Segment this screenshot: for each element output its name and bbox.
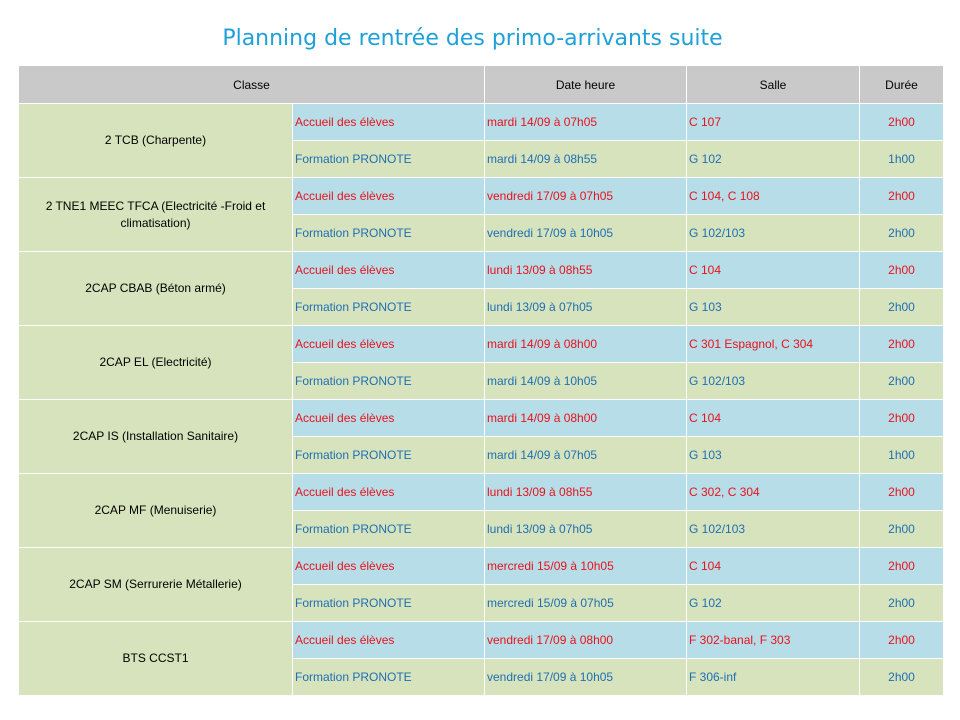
duration-cell: 2h00 (860, 585, 944, 622)
room-cell: C 302, C 304 (687, 474, 860, 511)
date-cell: mardi 14/09 à 07h05 (485, 104, 687, 141)
date-cell: vendredi 17/09 à 07h05 (485, 178, 687, 215)
date-cell: lundi 13/09 à 07h05 (485, 511, 687, 548)
duration-cell: 2h00 (860, 104, 944, 141)
date-cell: lundi 13/09 à 08h55 (485, 252, 687, 289)
activity-cell: Accueil des élèves (293, 474, 485, 511)
header-date: Date heure (485, 66, 687, 104)
class-name-cell: 2CAP CBAB (Béton armé) (19, 252, 293, 326)
room-cell: G 102/103 (687, 215, 860, 252)
room-cell: F 302-banal, F 303 (687, 622, 860, 659)
duration-cell: 2h00 (860, 548, 944, 585)
activity-cell: Formation PRONOTE (293, 289, 485, 326)
room-cell: G 102 (687, 141, 860, 178)
activity-cell: Accueil des élèves (293, 548, 485, 585)
date-cell: lundi 13/09 à 07h05 (485, 289, 687, 326)
duration-cell: 1h00 (860, 437, 944, 474)
activity-cell: Formation PRONOTE (293, 659, 485, 696)
class-name-cell: 2 TNE1 MEEC TFCA (Electricité -Froid et climatisation) (19, 178, 293, 252)
date-cell: mardi 14/09 à 08h00 (485, 326, 687, 363)
activity-cell: Accueil des élèves (293, 326, 485, 363)
table-row (19, 474, 944, 511)
activity-cell: Accueil des élèves (293, 104, 485, 141)
activity-cell: Formation PRONOTE (293, 511, 485, 548)
duration-cell: 2h00 (860, 622, 944, 659)
date-cell: mercredi 15/09 à 07h05 (485, 585, 687, 622)
activity-cell: Accueil des élèves (293, 400, 485, 437)
duration-cell: 2h00 (860, 178, 944, 215)
duration-cell: 2h00 (860, 400, 944, 437)
date-cell: mardi 14/09 à 07h05 (485, 437, 687, 474)
duration-cell: 2h00 (860, 289, 944, 326)
duration-cell: 2h00 (860, 215, 944, 252)
activity-cell: Formation PRONOTE (293, 585, 485, 622)
table-row (19, 622, 944, 659)
duration-cell: 2h00 (860, 511, 944, 548)
room-cell: C 107 (687, 104, 860, 141)
class-name-cell: 2CAP SM (Serrurerie Métallerie) (19, 548, 293, 622)
table-row (19, 400, 944, 437)
table-header-row (19, 66, 944, 104)
duration-cell: 2h00 (860, 363, 944, 400)
header-classe: Classe (19, 66, 485, 104)
room-cell: G 102/103 (687, 511, 860, 548)
date-cell: lundi 13/09 à 08h55 (485, 474, 687, 511)
duration-cell: 2h00 (860, 659, 944, 696)
header-salle: Salle (687, 66, 860, 104)
date-cell: vendredi 17/09 à 08h00 (485, 622, 687, 659)
table-row (19, 252, 944, 289)
room-cell: G 102 (687, 585, 860, 622)
activity-cell: Accueil des élèves (293, 622, 485, 659)
room-cell: C 301 Espagnol, C 304 (687, 326, 860, 363)
room-cell: G 102/103 (687, 363, 860, 400)
class-name-cell: 2CAP MF (Menuiserie) (19, 474, 293, 548)
date-cell: mardi 14/09 à 08h55 (485, 141, 687, 178)
class-name-cell: 2 TCB (Charpente) (19, 104, 293, 178)
room-cell: C 104 (687, 548, 860, 585)
table-row (19, 326, 944, 363)
activity-cell: Accueil des élèves (293, 178, 485, 215)
activity-cell: Formation PRONOTE (293, 437, 485, 474)
schedule-table (18, 65, 944, 696)
table-row (19, 548, 944, 585)
duration-cell: 2h00 (860, 326, 944, 363)
table-row (19, 104, 944, 141)
room-cell: G 103 (687, 437, 860, 474)
date-cell: vendredi 17/09 à 10h05 (485, 659, 687, 696)
date-cell: mardi 14/09 à 08h00 (485, 400, 687, 437)
activity-cell: Accueil des élèves (293, 252, 485, 289)
activity-cell: Formation PRONOTE (293, 215, 485, 252)
activity-cell: Formation PRONOTE (293, 141, 485, 178)
class-name-cell: BTS CCST1 (19, 622, 293, 696)
room-cell: C 104 (687, 400, 860, 437)
room-cell: C 104 (687, 252, 860, 289)
room-cell: C 104, C 108 (687, 178, 860, 215)
duration-cell: 2h00 (860, 252, 944, 289)
table-body (19, 104, 944, 696)
duration-cell: 2h00 (860, 474, 944, 511)
room-cell: G 103 (687, 289, 860, 326)
class-name-cell: 2CAP EL (Electricité) (19, 326, 293, 400)
class-name-cell: 2CAP IS (Installation Sanitaire) (19, 400, 293, 474)
room-cell: F 306-inf (687, 659, 860, 696)
page-title: Planning de rentrée des primo-arrivants suite (222, 26, 723, 51)
table-row (19, 178, 944, 215)
header-duree: Durée (860, 66, 944, 104)
activity-cell: Formation PRONOTE (293, 363, 485, 400)
duration-cell: 1h00 (860, 141, 944, 178)
date-cell: mercredi 15/09 à 10h05 (485, 548, 687, 585)
date-cell: mardi 14/09 à 10h05 (485, 363, 687, 400)
date-cell: vendredi 17/09 à 10h05 (485, 215, 687, 252)
